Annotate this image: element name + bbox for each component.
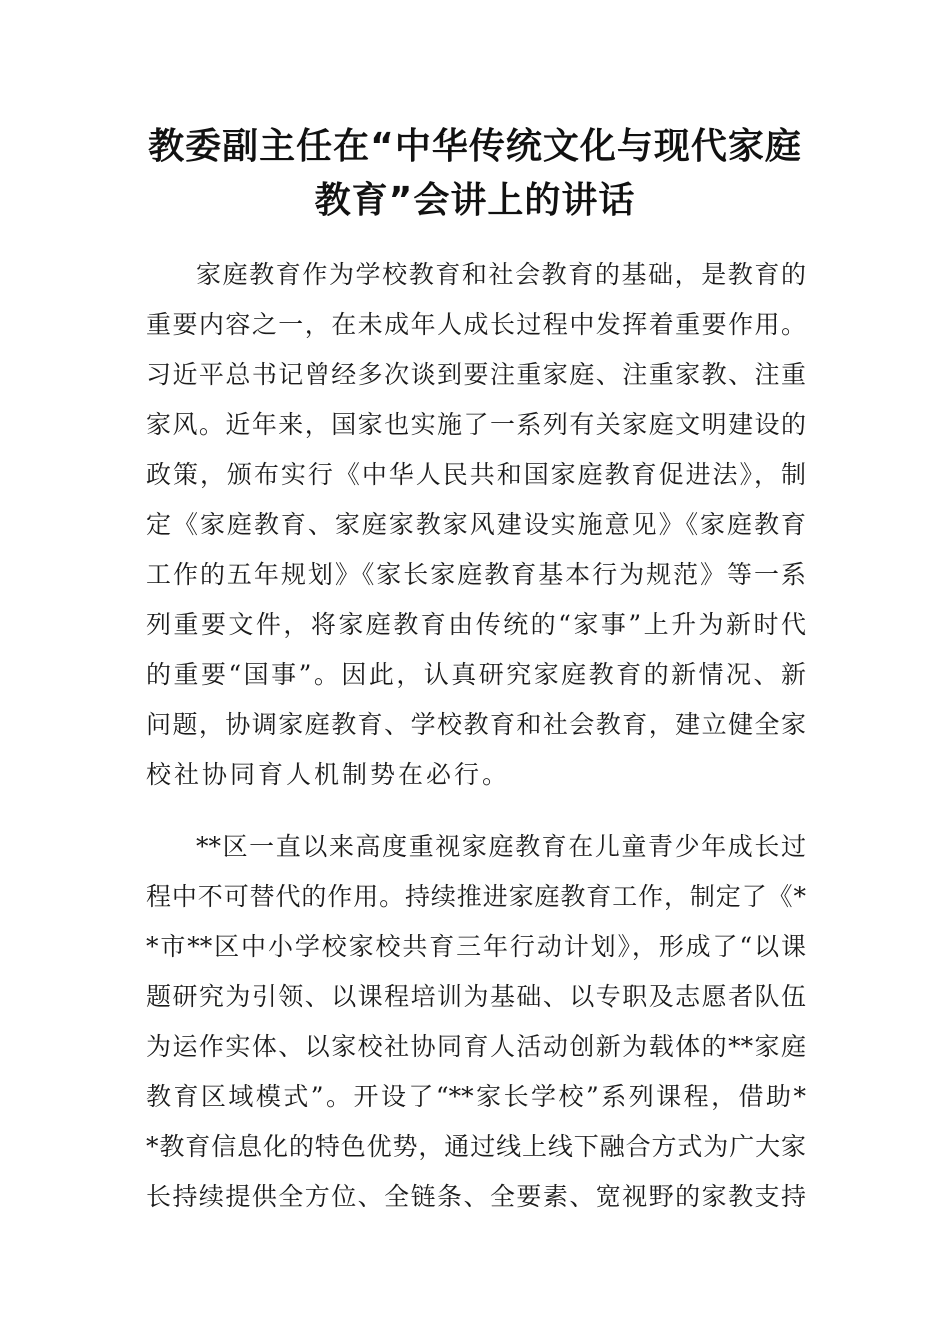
paragraph-2-line-2: 程中不可替代的作用。持续推进家庭教育工作，制定了《* xyxy=(146,882,806,911)
paragraph-1-line-6: 定《家庭教育、家庭家教家风建设实施意见》《家庭教育 xyxy=(146,510,806,539)
document-title xyxy=(140,120,810,228)
paragraph-2-line-7: *教育信息化的特色优势，通过线上线下融合方式为广大家 xyxy=(146,1132,806,1161)
paragraph-1-line-9: 的重要“国事”。因此，认真研究家庭教育的新情况、新 xyxy=(146,660,806,689)
paragraph-2-line-1: **区一直以来高度重视家庭教育在儿童青少年成长过 xyxy=(196,832,806,861)
paragraph-2-line-3: *市**区中小学校家校共育三年行动计划》，形成了“以课 xyxy=(146,932,806,961)
paragraph-1-line-5: 政策，颁布实行《中华人民共和国家庭教育促进法》，制 xyxy=(146,460,806,489)
paragraph-1-line-11: 校社协同育人机制势在必行。 xyxy=(146,760,511,789)
title-line-1: 教委副主任在“中华传统文化与现代家庭 xyxy=(148,126,802,167)
paragraph-1-line-10: 问题，协调家庭教育、学校教育和社会教育，建立健全家 xyxy=(146,710,806,739)
paragraph-1-line-4: 家风。近年来，国家也实施了一系列有关家庭文明建设的 xyxy=(146,410,806,439)
paragraph-1-line-7: 工作的五年规划》《家长家庭教育基本行为规范》等一系 xyxy=(146,560,806,589)
paragraph-2-line-8: 长持续提供全方位、全链条、全要素、宽视野的家教支持 xyxy=(146,1182,806,1211)
title-line-2: 教育”会讲上的讲话 xyxy=(314,180,636,221)
paragraph-2-line-4: 题研究为引领、以课程培训为基础、以专职及志愿者队伍 xyxy=(146,982,806,1011)
paragraph-1-line-8: 列重要文件，将家庭教育由传统的“家事”上升为新时代 xyxy=(146,610,806,639)
document-body xyxy=(146,250,806,1222)
paragraph-1-line-3: 习近平总书记曾经多次谈到要注重家庭、注重家教、注重 xyxy=(146,360,806,389)
paragraph-2-line-6: 教育区域模式”。开设了“**家长学校”系列课程，借助* xyxy=(146,1082,806,1111)
paragraph-1-line-2: 重要内容之一，在未成年人成长过程中发挥着重要作用。 xyxy=(146,310,806,339)
paragraph-1-line-1: 家庭教育作为学校教育和社会教育的基础，是教育的 xyxy=(196,260,806,289)
paragraph-2-line-5: 为运作实体、以家校社协同育人活动创新为载体的**家庭 xyxy=(146,1032,806,1061)
